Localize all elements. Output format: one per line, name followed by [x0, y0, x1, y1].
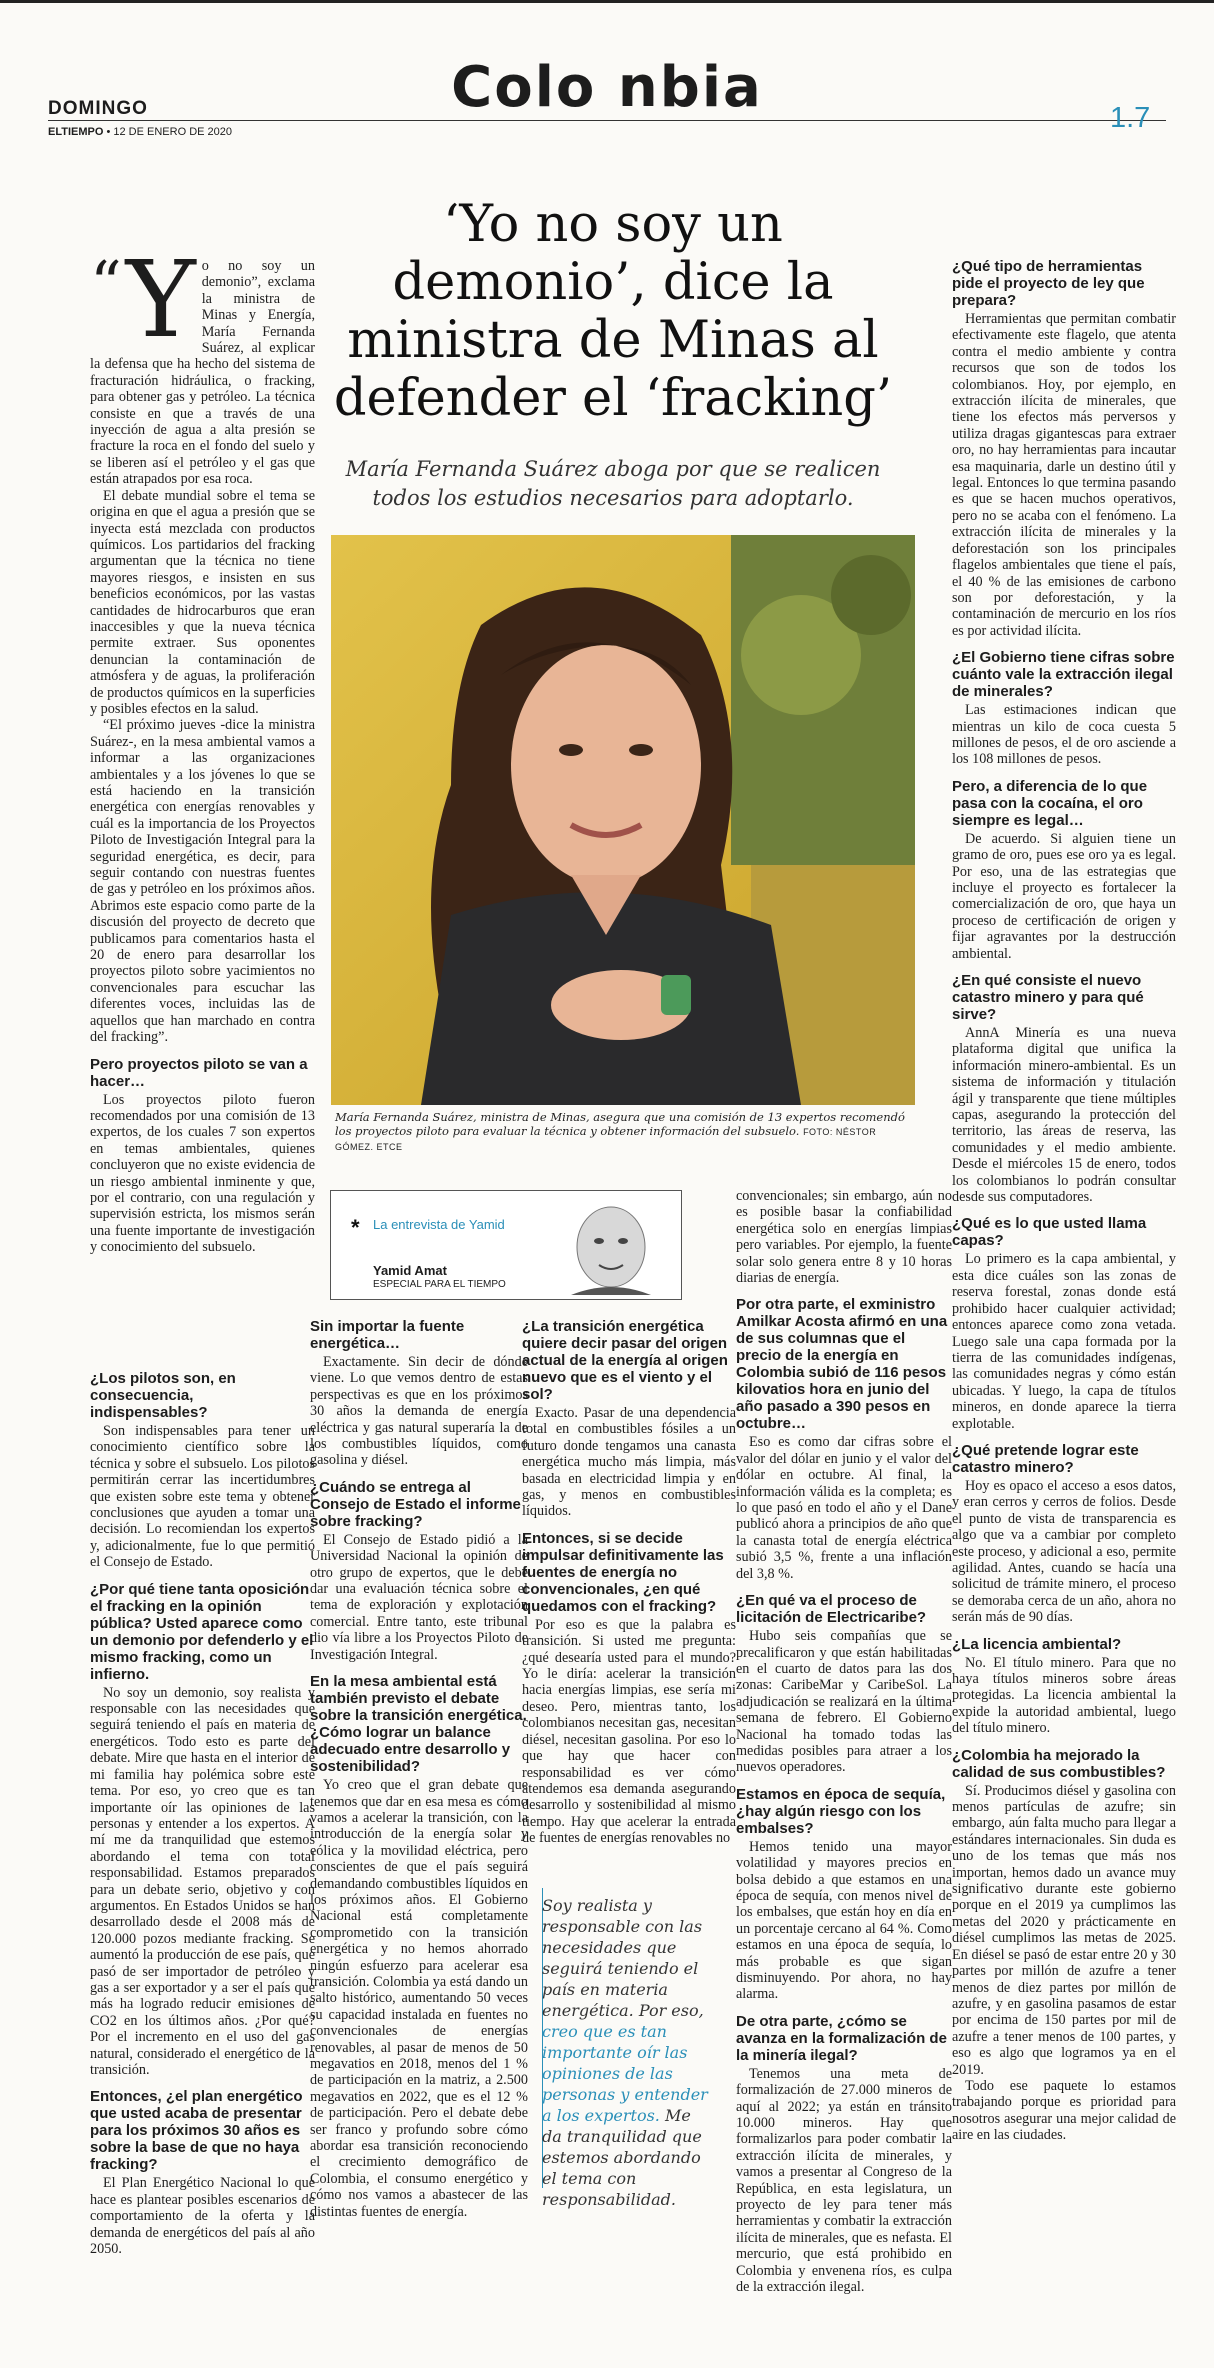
question: Sin importar la fuente energética…: [310, 1318, 465, 1352]
column-5: [952, 258, 1176, 2144]
answer: Herramientas que permitan combatir efectivamente este flagelo, que atenta contra el medio ambiente y contra recursos que son de todos los colombianos. Hoy, por ejemplo, en extracción ilícita de minerales, que tiene los efectos más perversos y utiliza dragas gigantescas para extraer oro, no hay herramientas para incautar esa maquinaria, darle un destino útil y legal. Entonces lo que termina pasando es que se hacen muchos operativos, pero no se acaba con el fenómeno. La extracción ilícita de minerales y la deforestación son los principales flagelos ambientales que tiene el país, el 40 % de las emisiones de carbono son por deforestación, y la contaminación de mercurio en los ríos es por actividad ilícita.: [952, 311, 1176, 639]
top-rule: [0, 0, 1214, 3]
answer: Lo primero es la capa ambiental, y esta dice cuáles son las zonas de reserva forestal, zonas donde está prohibido hacer cualquier actividad; entonces aparece como zona vetada. Luego sale una capa formada por la tierra de las comunidades indígenas, las comunidades negras y cómo están ubicadas. Y luego, la capa de títulos mineros, en donde aparece la tierra explotable.: [952, 1251, 1176, 1432]
paragraph: El debate mundial sobre el tema se origina en que el agua a presión que se inyecta está mezclada con productos químicos. Los partidarios del fracking argumentan que la técnica no tiene mayores riesgos, e insisten en sus beneficios económicos, por las vastas cantidades de hidrocarburos que eran inaccesibles y que la nueva técnica permite extraer. Sus oponentes denuncian la contaminación de atmósfera y de aguas, la proliferación de productos químicos en la superficies y posibles efectos en la salud.: [90, 487, 315, 717]
column-1: [90, 238, 315, 1256]
question: Por otra parte, el exministro Amilkar Acosta afirmó en una de sus columnas que el precio de la energía en Colombia subió de 116 pesos kilovatios hora en junio del año pasado a 390 pesos en octubre…: [736, 1296, 948, 1433]
section-title: Colo nbia: [451, 55, 763, 120]
question: Entonces, si se decide impulsar definitivamente las fuentes de energía no convencionales, ¿en qué quedamos con el fracking?: [522, 1529, 724, 1615]
paragraph: convencionales; sin embargo, aún no es posible basar la confiabilidad energética solo en energías limpias pero variables. Por ejemplo, la fuente solar solo genera entre 8 y 10 horas diarias de energía.: [736, 1188, 952, 1287]
question: Entonces, ¿el plan energético que usted acaba de presentar para los próximos 30 años es sobre la base de que no haya fracking?: [90, 2088, 303, 2174]
day-label: DOMINGO: [48, 98, 148, 119]
asterisk-icon: *: [351, 1215, 360, 1240]
subheadline: María Fernanda Suárez aboga por que se realicen todos los estudios necesarios para adoptarlo.: [345, 457, 881, 510]
column-3: [522, 1318, 736, 1847]
question: Pero, a diferencia de lo que pasa con la cocaína, el oro siempre es legal…: [952, 777, 1148, 829]
question: Estamos en época de sequía, ¿hay algún riesgo con los embalses?: [736, 1785, 946, 1837]
answer: Sí. Producimos diésel y gasolina con menos partículas de azufre; sin embargo, aún falta mucho para llegar a estándares internacionales. Sin duda es uno de los temas que más nos importan, hemos dado un avance muy significativo durante este gobierno porque en el 2019 ya cumplimos las metas del 2020 y prácticamente en diésel cumplimos las metas de 2025. En diésel se pasó de estar entre 20 y 30 partes por millón de azufre a tener menos de diez partes por millón de azufre, y en gasolina pasamos de estar por encima de 150 partes por mil de azufre a tener menos de 100 partes, y eso es algo que logramos ya en el 2019.: [952, 1782, 1176, 2078]
page-number: 1.7: [1110, 102, 1151, 134]
answer: Hemos tenido una mayor volatilidad y mayores precios en bolsa debido a que estamos en una época de sequía, con menos nivel de los embalses, que están hoy en día en un porcentaje cercano al 64 %. Como estamos en una época de sequía, lo más probable es que sigan disminuyendo. Por ahora, no hay alarma.: [736, 1838, 952, 2003]
answer: Son indispensables para tener un conocimiento científico sobre la técnica y sobre el subsuelo. Los pilotos permitirán cerrar las incertidumbres que existen sobre este tema y obtener conclusiones que ayuden a tomar una decisión. Lo recomiendan los expertos y, adicionalmente, fue lo que permitió el Consejo de Estado.: [90, 1423, 315, 1571]
answer: AnnA Minería es una nueva plataforma digital que unifica la información minero-ambiental. Es un sistema de información y titulación ágil y transparente que tiene múltiples capas, asegurando la protección del territorio, las áreas de reserva, las comunidades y el medio ambiente. Desde el miércoles 15 de enero, todos los colombianos lo podrán consultar desde sus computadores.: [952, 1025, 1176, 1206]
question: Pero proyectos piloto se van a hacer…: [90, 1055, 308, 1090]
answer: Por eso es que la palabra es transición. Si usted me pregunta: ¿qué desearía usted para el mundo? Yo le diría: acelerar la transición hacia energías limpias, ese sería mi deseo. Pero, mientras tanto, los colombianos necesitan gas, necesitan diésel, necesitan gasolina. Por eso lo que hay que hacer con responsabilidad es ver cómo atendemos esa demanda asegurando desarrollo y sostenibilidad al mismo tiempo. Hay que acelerar la entrada de fuentes de energías renovables no: [522, 1616, 736, 1847]
minister-photo: [331, 535, 915, 1105]
answer: Hubo seis compañías que se precalificaron y que están habilitadas en el cuarto de datos para las dos zonas: CaribeMar y CaribeSol. La adjudicación se realizará en la última semana de febrero. El Gobierno Nacional ha tomado todas las medidas posibles para atraer a los nuevos operadores.: [736, 1628, 952, 1776]
paragraph: “El próximo jueves -dice la ministra Suárez-, en la mesa ambiental vamos a informar a las organizaciones ambientales y a los jóvenes lo que se está haciendo en la transición energética con energías renovables y cuál es la importancia de los Proyectos Piloto de Investigación Integral para la seguridad energética, es decir, para seguir contando con nuestras fuentes de gas y petróleo en los próximos años. Abrimos este espacio como parte de la discusión del proyecto de decreto que publicamos para comentarios hasta el 20 de enero para desarrollar los proyectos piloto sobre yacimientos no convencionales para escuchar las diferentes voces, incluidas las de aquellos que han marchado en contra del fracking”.: [90, 717, 315, 1046]
paper-name: ELTIEMPO: [48, 126, 104, 138]
answer: El Plan Energético Nacional lo que hace es plantear posibles escenarios de comportamiento de la oferta y la demanda de energéticos del país al año 2050.: [90, 2175, 315, 2258]
answer: Hoy es opaco el acceso a esos datos, y eran cerros y cerros de folios. Desde el punto de vista de transparencia es algo que va a cambiar por completo este proceso, y adicional a eso, permite agilidad. Antes, cuando se hacía una solicitud de trámite minero, el proceso se demoraba cerca de un año, ahora no serán más de 90 días.: [952, 1477, 1176, 1626]
photo-caption: [335, 1110, 913, 1154]
portrait-illustration: [331, 535, 915, 1105]
lead-paragraph: o no soy un demonio”, exclama la ministra de Minas y Energía, María Fernanda Suárez, al explicar la defensa que ha hecho del sistema de fracturación hidráulica, o fracking, para obtener gas y petróleo. La técnica consiste en que a través de una inyección de agua a alta presión se fracture la roca en el fondo del suelo y se liberen así el petróleo y el gas que están atrapados por esa roca.: [90, 258, 315, 488]
question: ¿La licencia ambiental?: [952, 1635, 1122, 1653]
answer: El Consejo de Estado pidió a la Universidad Nacional la opinión de otro grupo de expertos, que le debe dar una evaluación técnica sobre el tema de exploración y explotación comercial. Entre tanto, este tribunal dio vía libre a los Proyectos Piloto de Investigación Integral.: [310, 1531, 528, 1663]
pullquote-text: Soy realista y responsable con las necesidades que seguirá teniendo el país en materia energética. Por eso,: [542, 1896, 704, 2020]
question: ¿En qué consiste el nuevo catastro minero y para qué sirve?: [952, 972, 1144, 1023]
issue-date: • 12 DE ENERO DE 2020: [106, 126, 233, 138]
question: ¿Por qué tiene tanta oposición el fracking en la opinión pública? Usted aparece como un demonio por defenderlo y el mismo fracking, como un infierno.: [90, 1580, 314, 1683]
byline-name: Yamid Amat: [373, 1263, 447, 1278]
column-4: [736, 1188, 952, 2296]
question: ¿La transición energética quiere decir pasar del origen actual de la energía al origen nuevo que es el viento y el sol?: [522, 1318, 728, 1403]
answer: No soy un demonio, soy realista y responsable con las necesidades que seguirá teniendo el país en materia de energéticos. Todo esto es parte del debate. Mire que hasta en el interior de mi familia hay polémica sobre este tema. Por eso, yo creo que es tan importante oír las opiniones de las personas y entender a los expertos. A mí me da tranquilidad que estemos abordando el tema con total responsabilidad. Estamos preparados para un debate serio, objetivo y con argumentos. En Estados Unidos se han desarrollado desde el 2008 más de 120.000 pozos mediante fracking. Se aumentó la producción de ese país, que pasó de ser importador de petróleo y gas a ser exportador y a ser el país que más ha logrado reducir emisiones de CO2 en los últimos años. ¿Por qué? Por el incremento en el uso del gas natural, considerado el energético de la transición.: [90, 1684, 315, 2078]
photo-credit: FOTO: NÉSTOR GÓMEZ. ETCE: [335, 1127, 877, 1152]
answer: De acuerdo. Si alguien tiene un gramo de oro, pues ese oro ya es legal. Por eso, una de las estrategias que incluye el proyecto es fortalecer la comercialización de oro, que haya un proceso de certificación de origen y fijar agravantes por la destrucción ambiental.: [952, 830, 1176, 962]
question: ¿Qué tipo de herramientas pide el proyecto de ley que prepara?: [952, 258, 1145, 309]
question: ¿Qué es lo que usted llama capas?: [952, 1215, 1147, 1250]
answer: No. El título minero. Para que no haya títulos mineros sobre áreas protegidas. La licencia ambiental la expide la autoridad ambiental, luego del título minero.: [952, 1654, 1176, 1737]
column-1-lower: [90, 1370, 315, 2257]
drop-cap: Y: [125, 238, 196, 361]
answer: Eso es como dar cifras sobre el valor del dólar en junio y el valor del dólar en octubre. Al final, la información válida es la completa; es lo que pasó en todo el año y el Dane publicó ahora a principios de año que la canasta total de energía eléctrica subió 3,5 %, frente a una inflación del 3,8 %.: [736, 1434, 952, 1582]
answer: Exacto. Pasar de una dependencia total en combustibles fósiles a un futuro donde tengamos una canasta energética mucho más limpia, más basada en electricidad limpia y en gas, y menos en combustibles líquidos.: [522, 1405, 736, 1520]
answer: Las estimaciones indican que mientras un kilo de coca cuesta 5 millones de pesos, el de oro asciende a los 108 millones de pesos.: [952, 702, 1176, 768]
header-rule: [48, 120, 1166, 121]
author-portrait: [551, 1199, 671, 1295]
byline-box: [330, 1190, 682, 1300]
pullquote-text: Me da tranquilidad que estemos abordando el tema con responsabilidad.: [542, 2106, 702, 2209]
drop-quote-mark: “: [90, 247, 122, 320]
byline-role: ESPECIAL PARA EL TIEMPO: [373, 1279, 506, 1290]
caption-text: María Fernanda Suárez, ministra de Minas, asegura que una comisión de 13 expertos recomendó los proyectos piloto para evaluar la técnica y obtener información del subsuelo.: [335, 1110, 905, 1138]
question: ¿En qué va el proceso de licitación de Electricaribe?: [736, 1592, 927, 1627]
answer: Exactamente. Sin decir de dónde viene. Lo que vemos dentro de estas perspectivas es que en los próximos 30 años la demanda de energía eléctrica y gas natural superaría la de los combustibles líquidos, como gasolina y diésel.: [310, 1354, 528, 1469]
question: En la mesa ambiental está también previsto el debate sobre la transición energética. ¿Cómo lograr un balance adecuado entre desarrollo y sostenibilidad?: [310, 1673, 527, 1776]
question: ¿Los pilotos son, en consecuencia, indispensables?: [90, 1370, 236, 1421]
answer: Yo creo que el gran debate que tenemos que dar en esa mesa es cómo vamos a acelerar la transición, con la introducción de la energía solar y eólica y la movilidad eléctrica, pero conscientes de que el país seguirá demandando combustibles líquidos en los próximos años. El Gobierno Nacional está completamente comprometido con la transición energética y no hemos ahorrado ningún esfuerzo para acelerar esa transición. Colombia ya está dando un salto histórico, aumentando 50 veces su capacidad instalada en fuentes no convencionales de energías renovables, al pasar de menos de 50 megavatios en 2018, menos del 1 % de participación en la matriz, a 2.500 megavatios en 2022, que es el 12 % de participación. Pero el debate debe ser franco y profundo sobre cómo abordar esa transición reconociendo el crecimiento demográfico de Colombia, el consumo energético y cómo nos vamos a abastecer de las distintas fuentes de energía.: [310, 1777, 528, 2220]
answer: Los proyectos piloto fueron recomendados por una comisión de 13 expertos, de los cuales 7 son expertos en temas ambientales, quienes concluyeron que no existe evidencia de un riesgo ambiental inminente y que, por el contrario, con una regulación y supervisión estricta, los mismos serán una fuente importante de investigación y conocimiento del subsuelo.: [90, 1091, 315, 1256]
pullquote-highlight: creo que es tan importante oír las opiniones de las personas y entender a los expertos.: [542, 2022, 708, 2125]
headline: ‘Yo no soy un demonio’, dice la ministra de Minas al defender el ‘fracking’: [333, 195, 893, 428]
paragraph: Todo ese paquete lo estamos trabajando porque es prioridad para nosotros asegurar una mejor calidad de aire en las ciudades.: [952, 2077, 1176, 2144]
question: ¿Qué pretende lograr este catastro minero?: [952, 1441, 1139, 1476]
question: ¿El Gobierno tiene cifras sobre cuánto vale la extracción ilegal de minerales?: [952, 649, 1175, 701]
question: ¿Colombia ha mejorado la calidad de sus combustibles?: [952, 1746, 1166, 1781]
column-2: [310, 1318, 528, 2220]
question: ¿Cuándo se entrega al Consejo de Estado el informe sobre fracking?: [310, 1478, 521, 1530]
dateline: [48, 126, 232, 138]
question: De otra parte, ¿cómo se avanza en la formalización de la minería ilegal?: [736, 2012, 947, 2064]
byline-label: La entrevista de Yamid: [373, 1217, 505, 1232]
pullquote: [542, 1895, 714, 2210]
answer: Tenemos una meta de formalización de 27.000 mineros de aquí al 2022; ya están en tránsito 10.000 mineros. Hay que formalizarlos para poder combatir la extracción ilícita de minerales, y vamos a presentar al Congreso de la República, en esta legislatura, un proyecto de ley para tener más herramientas y combatir la extracción ilícita de minerales, que es nefasta. El mercurio, que está prohibido en Colombia y envenena ríos, es culpa de la extracción ilegal.: [736, 2065, 952, 2296]
